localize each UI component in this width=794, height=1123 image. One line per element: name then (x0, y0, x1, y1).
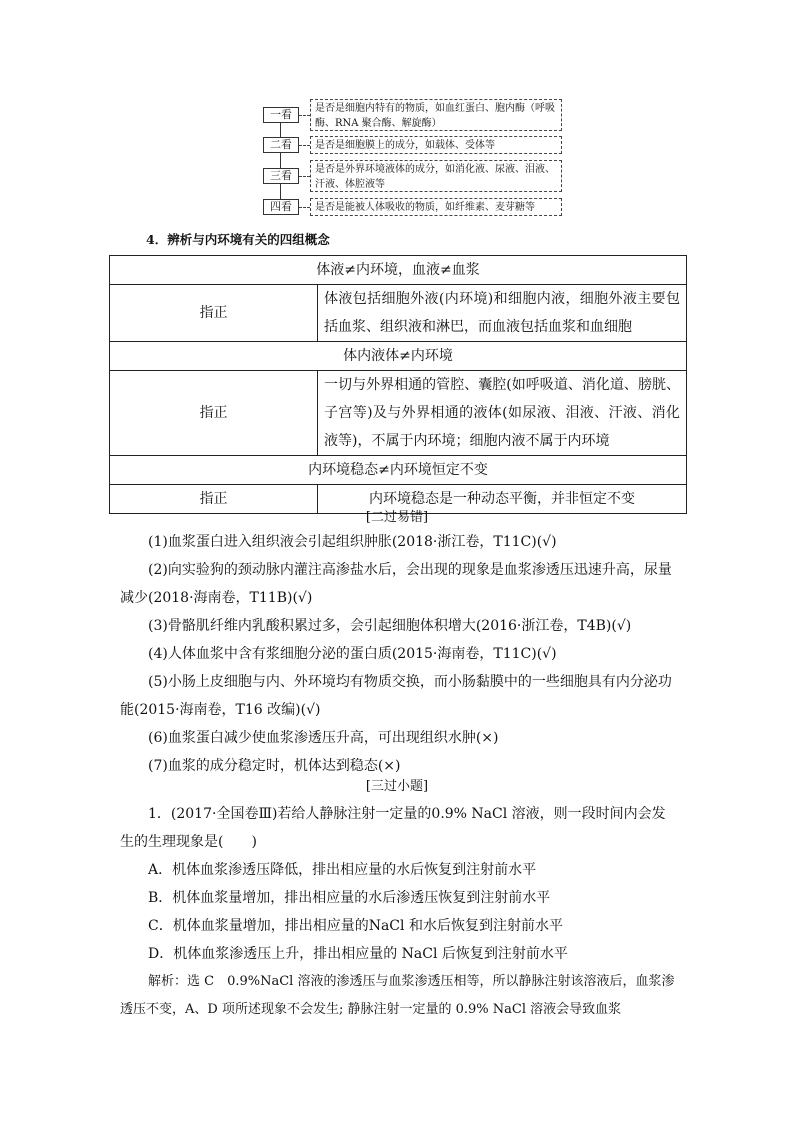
table-row (110, 456, 687, 485)
step-4: 四看 (263, 199, 299, 215)
list-item: (7)血浆的成分稳定时，机体达到稳态(×) (148, 758, 401, 774)
table-text-1: 体液包括细胞外液(内环境)和细胞内液，细胞外液主要包括血浆、组织液和淋巴，而血液包括血浆和血细胞 (318, 285, 687, 342)
list-item: (6)血浆蛋白减少使血浆渗透压升高，可出现组织水肿(×) (148, 730, 499, 746)
list-item: (4)人体血浆中含有浆细胞分泌的蛋白质(2015·海南卷，T11C)(√) (148, 646, 557, 662)
table-row (110, 256, 687, 285)
section-2-title: [二过易错] (365, 510, 429, 525)
table-row (110, 285, 687, 342)
list-item: (2)向实验狗的颈动脉内灌注高渗盐水后，会出现的现象是血浆渗透压迅速升高，尿量减少(2018·海南卷，T11B)(√) (120, 562, 672, 606)
table-text-3: 内环境稳态是一种动态平衡，并非恒定不变 (318, 485, 687, 514)
connector-3 (299, 176, 310, 177)
connector-1 (299, 115, 310, 116)
table-header-2: 体内液体≠内环境 (110, 342, 687, 371)
table-row (110, 342, 687, 371)
criterion-box-3: 是否是外界环境液体的成分，如消化液、尿液、泪液、汗液、体腔液等 (310, 160, 562, 192)
connector-2 (299, 145, 310, 146)
section-3-title: [三过小题] (365, 779, 429, 794)
connector-4 (299, 207, 310, 208)
table-header-3: 内环境稳态≠内环境恒定不变 (110, 456, 687, 485)
list-item: (5)小肠上皮细胞与内、外环境均有物质交换，而小肠黏膜中的一些细胞具有内分泌功能(2015·海南卷，T16 改编)(√) (120, 674, 672, 718)
table-header-1: 体液≠内环境，血液≠血浆 (110, 256, 687, 285)
table-label-2: 指正 (110, 371, 318, 456)
list-item: (1)血浆蛋白进入组织液会引起组织肿胀(2018·浙江卷，T11C)(√) (148, 534, 557, 550)
step-2: 二看 (263, 137, 299, 153)
table-label-3: 指正 (110, 485, 318, 514)
error-list (120, 528, 675, 780)
criterion-box-1: 是否是细胞内特有的物质，如血红蛋白、胞内酶（呼吸酶、RNA 聚合酶、解旋酶） (310, 99, 562, 131)
step-3: 三看 (263, 168, 299, 184)
concept-table (109, 255, 687, 514)
question-block (120, 800, 675, 1024)
table-row (110, 371, 687, 456)
option-b: B．机体血浆量增加，排出相应量的水后渗透压恢复到注射前水平 (148, 890, 551, 906)
table-label-1: 指正 (110, 285, 318, 342)
section-4-heading: 4．辨析与内环境有关的四组概念 (146, 232, 330, 247)
option-c: C．机体血浆量增加，排出相应量的NaCl 和水后恢复到注射前水平 (148, 918, 563, 934)
criterion-box-4: 是否是能被人体吸收的物质，如纤维素、麦芽糖等 (310, 198, 562, 216)
list-item: (3)骨骼肌纤维内乳酸积累过多，会引起细胞体积增大(2016·浙江卷，T4B)(√) (148, 618, 632, 634)
question-stem: 1．(2017·全国卷Ⅲ)若给人静脉注射一定量的0.9% NaCl 溶液，则一段时间内会发生的生理现象是( ) (120, 806, 666, 850)
analysis-text: 解析：选 C 0.9%NaCl 溶液的渗透压与血浆渗透压相等，所以静脉注射该溶液后，血浆渗透压不变，A、D 项所述现象不会发生; 静脉注射一定量的 0.9% NaCl 溶液会导致血浆 (120, 974, 675, 1017)
step-1: 一看 (263, 107, 299, 123)
table-text-2: 一切与外界相通的管腔、囊腔(如呼吸道、消化道、膀胱、子宫等)及与外界相通的液体(如尿液、泪液、汗液、消化液等)，不属于内环境；细胞内液不属于内环境 (318, 371, 687, 456)
option-a: A．机体血浆渗透压降低，排出相应量的水后恢复到注射前水平 (148, 862, 537, 878)
option-d: D．机体血浆渗透压上升，排出相应量的 NaCl 后恢复到注射前水平 (148, 946, 568, 962)
diagram-connector (280, 120, 281, 206)
criterion-box-2: 是否是细胞膜上的成分，如载体、受体等 (310, 136, 562, 154)
